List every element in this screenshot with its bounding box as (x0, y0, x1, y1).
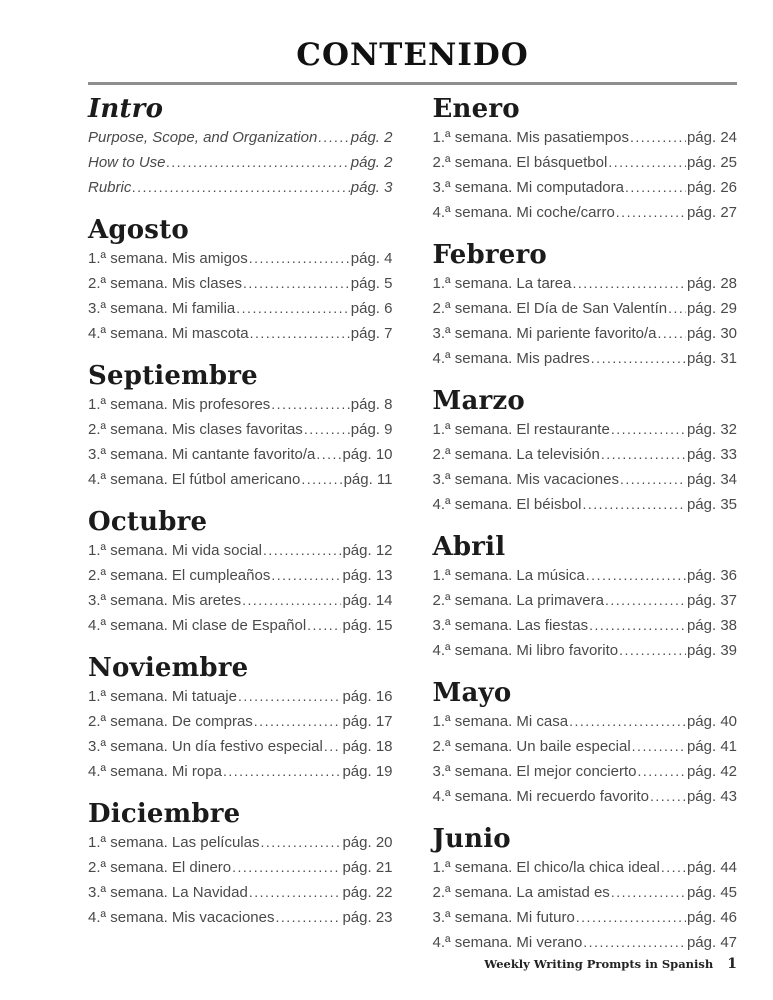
page-footer (484, 956, 737, 972)
leader-dots (658, 321, 686, 346)
footer-book-title: Weekly Writing Prompts in Spanish (484, 957, 714, 971)
entry-label: 3.ª semana. Mi pariente favorito/a (432, 325, 657, 342)
toc-entry (88, 175, 393, 200)
entry-page: pág. 11 (343, 471, 393, 488)
leader-dots (661, 855, 686, 880)
section-heading: Intro (88, 94, 164, 124)
section-heading: Agosto (88, 215, 189, 245)
leader-dots (611, 417, 686, 442)
entry-label: 2.ª semana. Mis clases (88, 275, 242, 292)
leader-dots (650, 784, 686, 809)
toc-entry (433, 442, 738, 467)
section-heading: Noviembre (88, 653, 249, 683)
leader-dots (616, 200, 686, 225)
toc-entry (433, 905, 738, 930)
entry-label: 3.ª semana. El mejor concierto (432, 763, 637, 780)
entry-page: pág. 12 (342, 542, 393, 559)
toc-entry (433, 200, 738, 225)
toc-column-left (88, 95, 393, 955)
leader-dots (301, 467, 342, 492)
leader-dots (586, 563, 686, 588)
toc-entry (88, 467, 393, 492)
toc-entry (433, 417, 738, 442)
section-heading: Abril (432, 532, 506, 562)
leader-dots (271, 392, 349, 417)
toc-entry (433, 467, 738, 492)
entry-page: pág. 23 (342, 909, 393, 926)
entry-label: How to Use (88, 154, 166, 171)
entry-page: pág. 38 (686, 617, 737, 634)
toc-entry (88, 684, 393, 709)
leader-dots (630, 125, 686, 150)
entry-page: pág. 22 (342, 884, 393, 901)
entry-label: 2.ª semana. El cumpleaños (88, 567, 271, 584)
entry-page: pág. 6 (350, 300, 393, 317)
entry-page: pág. 18 (342, 738, 393, 755)
leader-dots (318, 125, 349, 150)
leader-dots (167, 150, 350, 175)
entry-page: pág. 33 (686, 446, 737, 463)
leader-dots (569, 709, 686, 734)
toc-entry (433, 930, 738, 955)
entry-label: 1.ª semana. Mi casa (432, 713, 569, 730)
leader-dots (249, 880, 342, 905)
entry-label: 1.ª semana. Las películas (88, 834, 260, 851)
entry-label: 1.ª semana. Mis pasatiempos (432, 129, 629, 146)
title-rule (88, 82, 737, 85)
leader-dots (250, 321, 350, 346)
entry-label: 1.ª semana. Mis profesores (88, 396, 271, 413)
entry-page: pág. 25 (686, 154, 737, 171)
toc-entry (433, 880, 738, 905)
leader-dots (601, 442, 686, 467)
entry-label: 3.ª semana. Mi cantante favorito/a (88, 446, 316, 463)
footer-page-number: 1 (727, 956, 737, 972)
leader-dots (242, 588, 341, 613)
leader-dots (589, 613, 686, 638)
entry-label: 1.ª semana. La música (432, 567, 585, 584)
leader-dots (668, 296, 686, 321)
toc-section (433, 533, 738, 663)
entry-page: pág. 26 (686, 179, 737, 196)
entry-label: 3.ª semana. Mis aretes (88, 592, 242, 609)
entry-label: 3.ª semana. Mi computadora (432, 179, 624, 196)
toc-entry (88, 442, 393, 467)
entry-page: pág. 27 (686, 204, 737, 221)
entry-label: 4.ª semana. Mi ropa (88, 763, 222, 780)
leader-dots (132, 175, 349, 200)
entry-page: pág. 9 (350, 421, 393, 438)
toc-entry (88, 246, 393, 271)
leader-dots (582, 492, 685, 517)
toc-column-right (433, 95, 738, 955)
entry-label: 4.ª semana. Mi verano (432, 934, 583, 951)
entry-page: pág. 36 (686, 567, 737, 584)
leader-dots (611, 880, 686, 905)
leader-dots (232, 855, 341, 880)
section-heading: Junio (432, 824, 511, 854)
entry-label: 1.ª semana. Mis amigos (88, 250, 248, 267)
entry-label: 4.ª semana. Mi coche/carro (432, 204, 615, 221)
entry-label: 1.ª semana. Mi tatuaje (88, 688, 237, 705)
section-heading: Febrero (432, 240, 547, 270)
toc-section (433, 679, 738, 809)
entry-label: Rubric (88, 179, 132, 196)
entry-label: 2.ª semana. La primavera (432, 592, 604, 609)
entry-label: 1.ª semana. Mi vida social (88, 542, 262, 559)
leader-dots (619, 638, 686, 663)
toc-entry (433, 734, 738, 759)
toc-section (88, 654, 393, 784)
entry-page: pág. 41 (686, 738, 737, 755)
entry-page: pág. 4 (350, 250, 393, 267)
toc-section (433, 825, 738, 955)
entry-page: pág. 34 (686, 471, 737, 488)
toc-entry (433, 346, 738, 371)
toc-entry (433, 296, 738, 321)
entry-label: 2.ª semana. De compras (88, 713, 253, 730)
entry-page: pág. 14 (342, 592, 393, 609)
leader-dots (608, 150, 686, 175)
entry-page: pág. 35 (686, 496, 737, 513)
toc-section (433, 95, 738, 225)
toc-section (88, 216, 393, 346)
toc-entry (88, 880, 393, 905)
toc-entry (88, 759, 393, 784)
entry-label: 2.ª semana. El dinero (88, 859, 232, 876)
toc-entry (433, 588, 738, 613)
leader-dots (605, 588, 686, 613)
entry-label: 1.ª semana. La tarea (432, 275, 572, 292)
leader-dots (260, 830, 341, 855)
leader-dots (238, 684, 341, 709)
leader-dots (271, 563, 341, 588)
leader-dots (263, 538, 341, 563)
entry-page: pág. 8 (350, 396, 393, 413)
leader-dots (316, 442, 341, 467)
section-heading: Diciembre (88, 799, 241, 829)
toc-entry (88, 392, 393, 417)
entry-page: pág. 29 (686, 300, 737, 317)
entry-label: 4.ª semana. Mi recuerdo favorito (432, 788, 649, 805)
toc-entry (433, 321, 738, 346)
entry-page: pág. 31 (686, 350, 737, 367)
entry-label: 4.ª semana. Mis vacaciones (88, 909, 275, 926)
section-heading: Mayo (432, 678, 512, 708)
toc-entry (433, 709, 738, 734)
entry-label: 4.ª semana. Mi libro favorito (432, 642, 619, 659)
section-heading: Septiembre (88, 361, 258, 391)
entry-label: 2.ª semana. El Día de San Valentín (432, 300, 668, 317)
entry-page: pág. 44 (686, 859, 737, 876)
leader-dots (620, 467, 686, 492)
entry-label: 4.ª semana. Mi clase de Español (88, 617, 307, 634)
entry-page: pág. 21 (342, 859, 393, 876)
toc-section (433, 241, 738, 371)
entry-page: pág. 32 (686, 421, 737, 438)
toc-entry (88, 271, 393, 296)
toc-entry (433, 759, 738, 784)
toc-section (88, 800, 393, 930)
leader-dots (576, 905, 686, 930)
entry-label: 3.ª semana. Mi futuro (432, 909, 575, 926)
entry-label: 4.ª semana. El fútbol americano (88, 471, 301, 488)
entry-label: 2.ª semana. El básquetbol (432, 154, 608, 171)
entry-page: pág. 40 (686, 713, 737, 730)
leader-dots (632, 734, 686, 759)
toc-entry (433, 855, 738, 880)
entry-page: pág. 45 (686, 884, 737, 901)
toc-entry (88, 709, 393, 734)
leader-dots (572, 271, 685, 296)
toc-entry (433, 150, 738, 175)
entry-page: pág. 43 (686, 788, 737, 805)
section-heading: Enero (432, 94, 520, 124)
entry-label: 2.ª semana. La televisión (432, 446, 600, 463)
entry-label: 2.ª semana. Mis clases favoritas (88, 421, 303, 438)
entry-label: 3.ª semana. Las fiestas (432, 617, 589, 634)
leader-dots (583, 930, 686, 955)
toc-entry (88, 588, 393, 613)
leader-dots (625, 175, 686, 200)
leader-dots (236, 296, 350, 321)
page-title: CONTENIDO (296, 37, 529, 73)
entry-page: pág. 10 (342, 446, 393, 463)
toc-entry (433, 563, 738, 588)
toc-section (88, 95, 393, 200)
entry-page: pág. 5 (350, 275, 393, 292)
entry-page: pág. 17 (342, 713, 393, 730)
entry-page: pág. 13 (342, 567, 393, 584)
toc-entry (88, 150, 393, 175)
entry-label: 3.ª semana. Mis vacaciones (432, 471, 619, 488)
toc-entry (88, 417, 393, 442)
toc-entry (88, 830, 393, 855)
leader-dots (307, 613, 341, 638)
entry-label: 3.ª semana. Mi familia (88, 300, 236, 317)
entry-page: pág. 7 (350, 325, 393, 342)
entry-page: pág. 42 (686, 763, 737, 780)
entry-label: 2.ª semana. La amistad es (432, 884, 610, 901)
entry-page: pág. 28 (686, 275, 737, 292)
entry-label: 1.ª semana. El chico/la chica ideal (432, 859, 660, 876)
section-heading: Marzo (432, 386, 525, 416)
toc-entry (88, 613, 393, 638)
leader-dots (591, 346, 686, 371)
entry-page: pág. 47 (686, 934, 737, 951)
leader-dots (324, 734, 342, 759)
entry-label: 3.ª semana. Un día festivo especial (88, 738, 323, 755)
toc-entry (433, 638, 738, 663)
entry-page: pág. 46 (686, 909, 737, 926)
entry-label: 3.ª semana. La Navidad (88, 884, 248, 901)
entry-label: Purpose, Scope, and Organization (88, 129, 318, 146)
toc-entry (88, 905, 393, 930)
leader-dots (254, 709, 342, 734)
leader-dots (249, 246, 350, 271)
entry-page: pág. 30 (686, 325, 737, 342)
entry-page: pág. 16 (342, 688, 393, 705)
toc-entry (88, 538, 393, 563)
entry-page: pág. 37 (686, 592, 737, 609)
toc-entry (433, 492, 738, 517)
entry-page: pág. 19 (342, 763, 393, 780)
entry-page: pág. 15 (342, 617, 393, 634)
toc-section (88, 362, 393, 492)
entry-label: 2.ª semana. Un baile especial (432, 738, 631, 755)
leader-dots (304, 417, 350, 442)
toc-entry (433, 125, 738, 150)
toc-entry (433, 271, 738, 296)
entry-label: 1.ª semana. El restaurante (432, 421, 610, 438)
toc-columns (88, 95, 737, 955)
entry-page: pág. 24 (686, 129, 737, 146)
toc-entry (88, 321, 393, 346)
toc-entry (433, 613, 738, 638)
entry-page: pág. 39 (686, 642, 737, 659)
entry-page: pág. 2 (350, 154, 393, 171)
toc-entry (88, 296, 393, 321)
toc-entry (433, 784, 738, 809)
entry-label: 4.ª semana. Mis padres (432, 350, 590, 367)
entry-page: pág. 20 (342, 834, 393, 851)
section-heading: Octubre (88, 507, 208, 537)
entry-label: 4.ª semana. El béisbol (432, 496, 582, 513)
leader-dots (275, 905, 341, 930)
leader-dots (637, 759, 685, 784)
toc-entry (88, 855, 393, 880)
toc-entry (88, 563, 393, 588)
leader-dots (223, 759, 342, 784)
entry-label: 4.ª semana. Mi mascota (88, 325, 249, 342)
toc-entry (433, 175, 738, 200)
entry-page: pág. 2 (350, 129, 393, 146)
leader-dots (243, 271, 350, 296)
entry-page: pág. 3 (350, 179, 393, 196)
toc-section (88, 508, 393, 638)
toc-entry (88, 734, 393, 759)
toc-section (433, 387, 738, 517)
toc-entry (88, 125, 393, 150)
